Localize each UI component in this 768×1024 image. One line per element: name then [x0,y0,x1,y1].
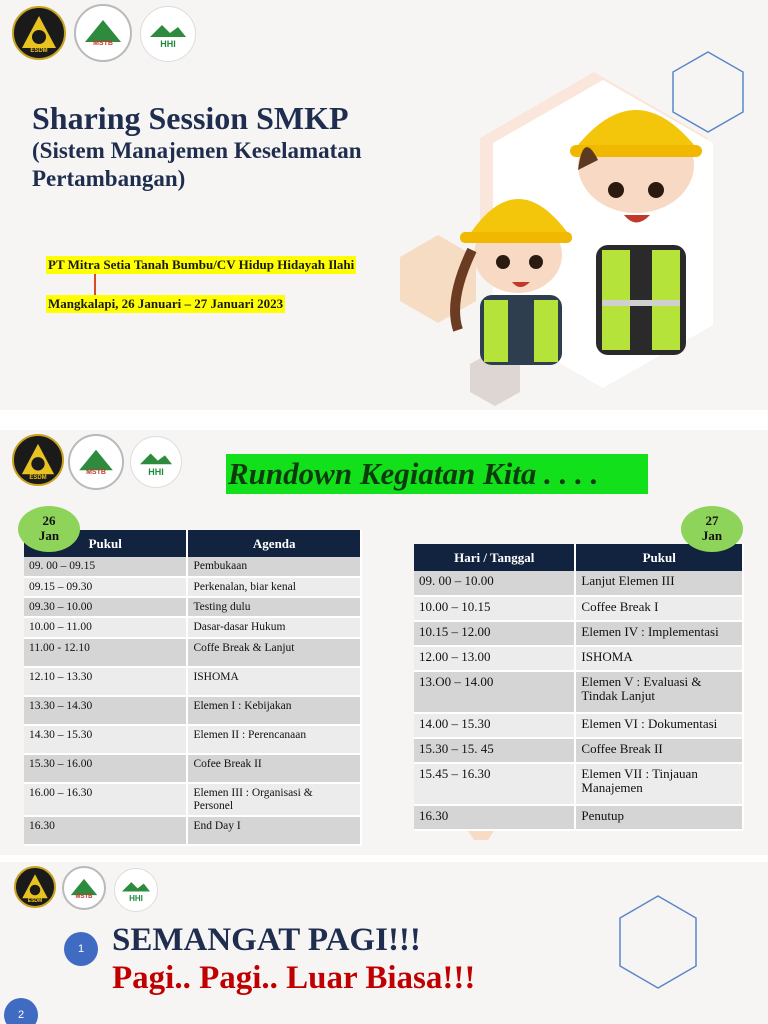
table-row [24,667,361,696]
hills-icon [120,879,152,893]
table-row [414,713,743,738]
esdm-logo-label: ESDM [30,48,48,54]
agenda-cell: Dasar-dasar Hukum [187,617,361,638]
time-cell: 15.45 – 16.30 [414,763,575,805]
esdm-logo-label: ESDM [29,475,47,481]
time-cell: 09.15 – 09.30 [24,577,187,597]
table-row [24,577,361,597]
agenda-cell: ISHOMA [575,646,743,671]
subtitle-line-1: (Sistem Manajemen Keselamatan [32,138,362,163]
mstb-logo-label: MSTB [75,894,93,900]
table-row [24,816,361,845]
esdm-logo [12,434,64,486]
day2-schedule-table [414,544,744,831]
agenda-cell: Coffee Break II [575,738,743,763]
table-row [414,738,743,763]
badge-day: 26 [42,513,56,529]
subtitle-line-2: Pertambangan) [32,166,186,191]
esdm-emblem-icon [19,13,59,53]
time-cell: 10.15 – 12.00 [414,621,575,646]
mstb-logo [68,434,124,490]
rundown-heading: Rundown Kegiatan Kita . . . . [226,454,648,494]
hills-icon [137,450,175,466]
agenda-cell: Elemen VII : Tinjauan Manajemen [575,763,743,805]
time-cell: 10.00 – 11.00 [24,617,187,638]
esdm-emblem-icon [19,441,57,479]
table-row [414,596,743,621]
table-row [414,646,743,671]
agenda-cell: Elemen II : Perencanaan [187,725,361,754]
table-row [24,783,361,816]
agenda-cell: Elemen IV : Implementasi [575,621,743,646]
agenda-cell: Coffe Break & Lanjut [187,638,361,667]
decor-hexagon [616,894,726,1024]
day1-date-badge [18,506,80,552]
esdm-logo [14,866,56,908]
agenda-cell: ISHOMA [187,667,361,696]
day2-date-badge [681,506,743,552]
table-row [24,754,361,783]
agenda-cell: End Day I [187,816,361,845]
mstb-logo-label: MSTB [93,40,113,47]
esdm-logo [12,6,66,60]
agenda-cell: Coffee Break I [575,596,743,621]
agenda-cell: Pembukaan [187,557,361,577]
mstb-logo [62,866,106,910]
time-cell: 09. 00 – 10.00 [414,571,575,596]
slide-title [0,0,768,410]
event-date-place: Mangkalapi, 26 Januari – 27 Januari 2023 [48,296,284,311]
table-row [414,571,743,596]
greeting-line-1: SEMANGAT PAGI!!! [112,922,421,958]
time-cell: 11.00 - 12.10 [24,638,187,667]
column-header: Pukul [575,544,743,571]
hhi-logo [130,436,182,488]
hhi-logo-label: HHI [160,39,176,49]
mstb-logo-label: MSTB [86,469,106,476]
table-row [414,763,743,805]
hhi-logo [140,6,196,62]
badge-month: Jan [38,528,60,543]
esdm-logo-label: ESDM [27,898,43,904]
column-header: Hari / Tanggal [414,544,575,571]
time-cell: 09. 00 – 09.15 [24,557,187,577]
agenda-cell: Elemen I : Kebijakan [187,696,361,725]
agenda-cell: Elemen III : Organisasi & Personel [187,783,361,816]
slide-greeting [0,862,768,1024]
agenda-cell: Elemen V : Evaluasi & Tindak Lanjut [575,671,743,713]
time-cell: 13.30 – 14.30 [24,696,187,725]
table-row [24,696,361,725]
list-number-2: 2 [4,998,38,1024]
greeting-line-2: Pagi.. Pagi.. Luar Biasa!!! [112,960,476,996]
time-cell: 15.30 – 16.00 [24,754,187,783]
time-cell: 13.O0 – 14.00 [414,671,575,713]
agenda-cell: Perkenalan, biar kenal [187,577,361,597]
agenda-cell: Lanjut Elemen III [575,571,743,596]
agenda-cell: Cofee Break II [187,754,361,783]
time-cell: 14.00 – 15.30 [414,713,575,738]
time-cell: 12.10 – 13.30 [24,667,187,696]
badge-month: Jan [701,528,723,543]
hhi-logo-label: HHI [129,894,143,903]
table-row [24,597,361,617]
agenda-cell: Elemen VI : Dokumentasi [575,713,743,738]
table-row [24,557,361,577]
mstb-logo [74,4,132,62]
column-header: Agenda [187,530,361,557]
badge-day: 27 [705,513,719,529]
list-number-1: 1 [64,932,98,966]
time-cell: 09.30 – 10.00 [24,597,187,617]
agenda-cell: Testing dulu [187,597,361,617]
table-row [24,617,361,638]
time-cell: 15.30 – 15. 45 [414,738,575,763]
column-header: Pukul [24,530,187,557]
agenda-cell: Penutup [575,805,743,830]
workers-illustration [388,0,768,410]
slide-rundown [0,430,768,855]
table-row [414,805,743,830]
time-cell: 16.30 [414,805,575,830]
time-cell: 16.30 [24,816,187,845]
page-title: Sharing Session SMKP [32,100,349,136]
company-name: PT Mitra Setia Tanah Bumbu/CV Hidup Hidayah Ilahi [48,257,355,272]
hhi-logo-label: HHI [148,467,164,477]
table-row [414,671,743,713]
time-cell: 10.00 – 10.15 [414,596,575,621]
time-cell: 16.00 – 16.30 [24,783,187,816]
table-row [414,621,743,646]
time-cell: 14.30 – 15.30 [24,725,187,754]
hhi-logo [114,868,158,912]
table-row [24,638,361,667]
table-row [24,725,361,754]
hills-icon [148,21,188,39]
day1-schedule-table [24,530,362,846]
time-cell: 12.00 – 13.00 [414,646,575,671]
